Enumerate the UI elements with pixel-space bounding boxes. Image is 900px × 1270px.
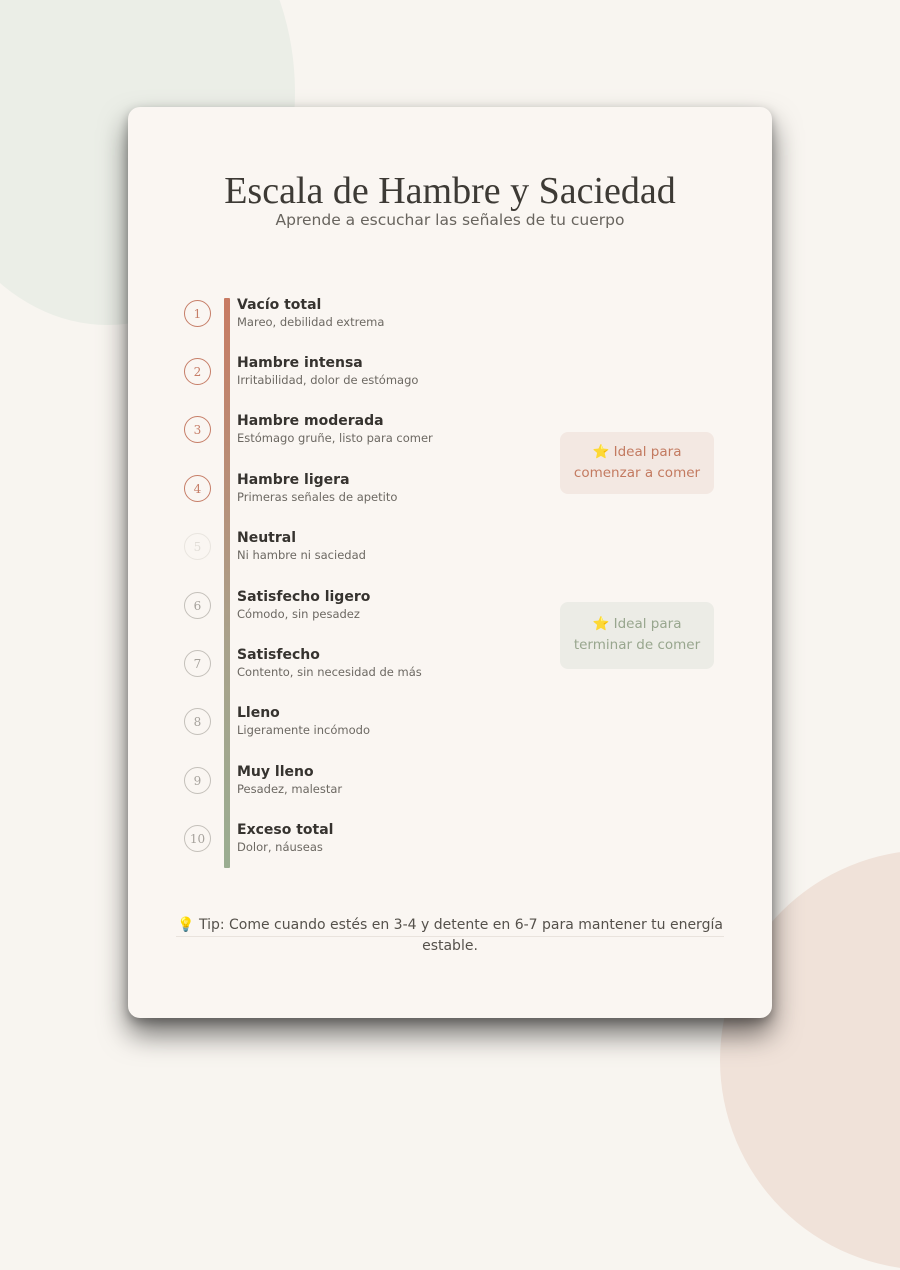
level-name: Satisfecho ligero xyxy=(237,589,371,605)
level-name: Hambre moderada xyxy=(237,413,384,429)
ideal-start-eating-badge xyxy=(560,432,714,494)
level-item-9 xyxy=(184,764,584,807)
level-name: Exceso total xyxy=(237,822,334,838)
badge-line-1: Ideal para xyxy=(613,444,682,460)
level-number-badge: 9 xyxy=(184,767,211,794)
badge-line-2: comenzar a comer xyxy=(573,465,701,481)
scale-card xyxy=(128,107,772,1018)
page-title: Escala de Hambre y Saciedad xyxy=(224,170,676,212)
badge-line-2: terminar de comer xyxy=(573,637,701,653)
level-item-4 xyxy=(184,472,584,515)
level-name: Hambre ligera xyxy=(237,472,350,488)
level-name: Neutral xyxy=(237,530,297,546)
lightbulb-icon: 💡 xyxy=(177,917,195,933)
level-number-badge: 8 xyxy=(184,708,211,735)
level-description: Mareo, debilidad extrema xyxy=(237,315,385,329)
level-number-badge: 4 xyxy=(184,475,211,502)
page-subtitle: Aprende a escuchar las señales de tu cuerpo xyxy=(275,211,625,229)
level-item-6 xyxy=(184,589,584,632)
level-name: Muy lleno xyxy=(237,764,314,780)
level-description: Pesadez, malestar xyxy=(237,782,343,796)
badge-line-1: Ideal para xyxy=(613,616,682,632)
level-item-10 xyxy=(184,822,584,865)
tip-message: Tip: Come cuando estés en 3-4 y detente en 6-7 para mantener tu energía estable. xyxy=(198,917,723,954)
level-item-8 xyxy=(184,705,584,748)
level-item-7 xyxy=(184,647,584,690)
level-item-1 xyxy=(184,297,584,340)
level-number-badge: 3 xyxy=(184,416,211,443)
level-number-badge: 2 xyxy=(184,358,211,385)
level-description: Cómodo, sin pesadez xyxy=(237,607,360,621)
level-description: Dolor, náuseas xyxy=(237,840,323,854)
level-number-badge: 1 xyxy=(184,300,211,327)
level-description: Estómago gruñe, listo para comer xyxy=(237,431,433,445)
level-description: Primeras señales de apetito xyxy=(237,490,398,504)
level-item-5 xyxy=(184,530,584,573)
level-description: Irritabilidad, dolor de estómago xyxy=(237,373,419,387)
level-description: Ligeramente incómodo xyxy=(237,723,370,737)
ideal-stop-eating-badge xyxy=(560,602,714,669)
level-item-3 xyxy=(184,413,584,456)
level-number-badge: 10 xyxy=(184,825,211,852)
level-description: Ni hambre ni saciedad xyxy=(237,548,366,562)
level-number-badge: 7 xyxy=(184,650,211,677)
level-name: Vacío total xyxy=(237,297,322,313)
level-number-badge: 5 xyxy=(184,533,211,560)
level-description: Contento, sin necesidad de más xyxy=(237,665,422,679)
level-name: Lleno xyxy=(237,705,280,721)
star-icon: ⭐ xyxy=(592,444,610,460)
star-icon: ⭐ xyxy=(592,616,610,632)
level-name: Satisfecho xyxy=(237,647,320,663)
tip-text xyxy=(176,915,724,957)
level-number-badge: 6 xyxy=(184,592,211,619)
level-item-2 xyxy=(184,355,584,398)
level-name: Hambre intensa xyxy=(237,355,363,371)
